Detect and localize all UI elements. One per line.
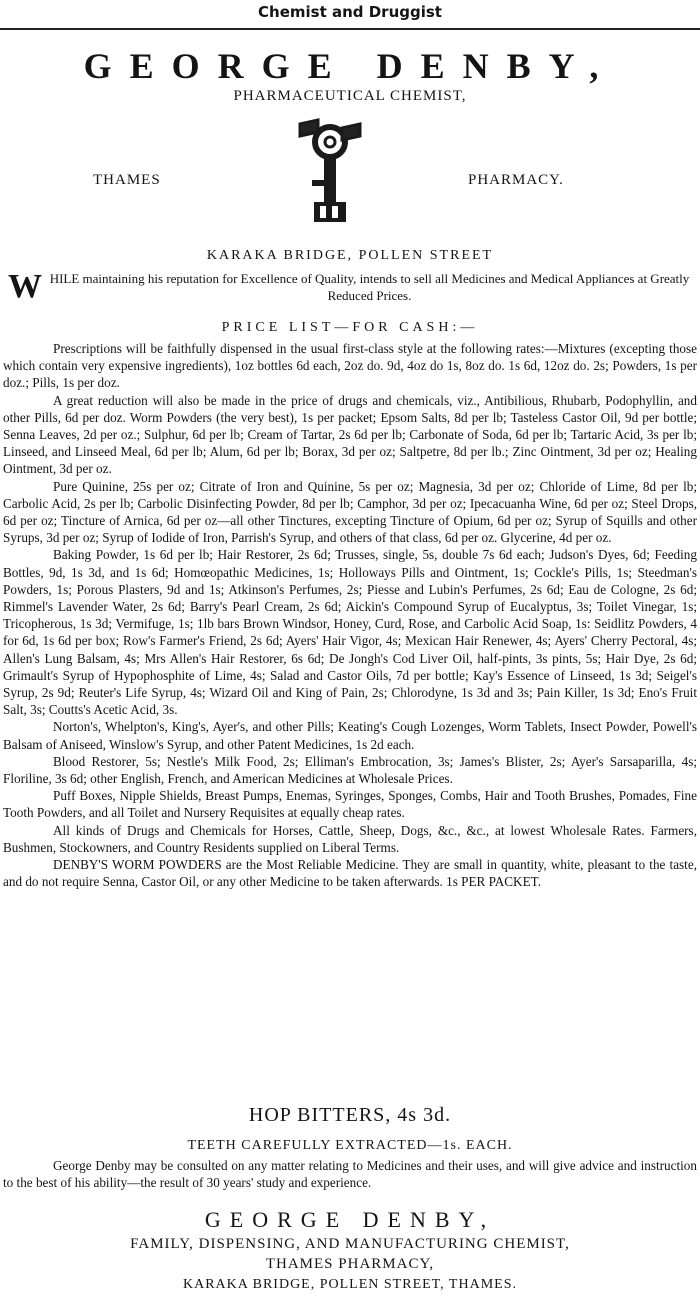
consult-paragraph: George Denby may be consulted on any matter relating to Medicines and their uses, and will give advice and instruction to the best of his ability—the result of 30 years' study and experience. [3,1158,697,1191]
paragraph-worm-powders: DENBY'S WORM POWDERS are the Most Reliable Medicine. They are small in quantity, white, pleasant to the taste, and do not require Senna, Castor Oil, or any other Medicine to be taken afterwards. 1s PER PACKET. [3,857,697,890]
advert-subtitle: PHARMACEUTICAL CHEMIST, [233,88,467,104]
footer-name: GEORGE DENBY, [204,1207,496,1232]
header-rule [0,28,700,30]
hop-bitters: HOP BITTERS, 4s 3d. [248,1104,452,1126]
advert-name: GEORGE DENBY, [83,46,617,86]
paragraph-blood-restorer: Blood Restorer, 5s; Nestle's Milk Food, 2s; Elliman's Embrocation, 3s; James's Blister, 2s; Ayer's Sarsaparilla, 4s; Floriline, 3s 6d; other English, French, and American Medicines at Wholesale Prices. [3,753,697,787]
intro-paragraph [8,270,692,304]
thames-label: THAMES [93,172,161,188]
section-header [0,0,700,28]
intro-text: HILE maintaining his reputation for Excellence of Quality, intends to sell all Medicines and Medical Appliances at Greatly Reduced Prices. [49,271,690,303]
footer-subtitle: FAMILY, DISPENSING, AND MANUFACTURING CHEMIST, [130,1236,570,1252]
key-icon [290,118,370,232]
paragraph-veterinary: All kinds of Drugs and Chemicals for Horses, Cattle, Sheep, Dogs, &c., &c., at lowest Wholesale Rates. Farmers, Bushmen, Stockowners, and Country Residents supplied on Liberal Terms. [3,822,697,855]
footer-address: KARAKA BRIDGE, POLLEN STREET, THAMES. [183,1277,517,1292]
footer-pharmacy: THAMES PHARMACY, [265,1256,435,1272]
paragraph-pills: Norton's, Whelpton's, King's, Ayer's, and other Pills; Keating's Cough Lozenges, Worm Tablets, Insect Powder, Powell's Balsam of Aniseed, Winslow's Syrup, and other Patent Medicines, 1s 2d each. [3,719,697,752]
dropcap: W [8,268,42,305]
paragraph-sundries: Baking Powder, 1s 6d per lb; Hair Restorer, 2s 6d; Trusses, single, 5s, double 7s 6d each; Judson's Dyes, 6d; Feeding Bottles, 9d, 1s 3d, and 1s 6d; Homœopathic Medicines, 1s; Holloways Pills and Ointment, 1s; Cockle's Pills, 1s; Steedman's Powders, 1s; Porous Plasters, 9d and 1s; Atkinson's Perfumes, 2s; Piesse and Lubin's Perfumes, 2s 6d; Eau de Cologne, 2s 6d; Rimmel's Lavender Water, 2s 6d; Barry's Pearl Cream, 2s 6d; Aickin's Compound Syrup of Eucalyptus, 3s; Toilet Vinegar, 1s; Tricopherous, 1s 3d; Vermifuge, 1s; 1lb bars Brown Windsor, Honey, Curd, Rose, and Carbolic Acid Soap, 1s: Seidlitz Powders, 4 for 6d, 1s 6d per box; Row's Farmer's Friend, 2s 6d; Ayers' Hair Vigor, 4s; Mexican Hair Renewer, 4s; Ayers' Cherry Pectoral, 4s; Allen's Lung Balsam, 4s; Mrs Allen's Hair Restorer, 6s 6d; De Jongh's Cod Liver Oil, half-pints, 3s pints, 5s; Hair Dye, 2s 6d; Grimault's Syrup of Hypophosphite of Lime, 4s; Salad and Castor Oils, 7d per bottle; Kay's Essence of Linseed, 1s 3d; Seigel's Syrup, 2s 9d; Reuter's Life Syrup, 4s; Wizard Oil and King of Pain, 2s; Chlorodyne, 1s 3d and 3s; Pain Killer, 1s 3d; Eno's Fruit Salt, 3s; Coutts's Acetic Acid, 3s. [3,547,697,718]
advert-address: KARAKA BRIDGE, POLLEN STREET [206,248,494,263]
paragraph-quinine: Pure Quinine, 25s per oz; Citrate of Iron and Quinine, 5s per oz; Magnesia, 3d per oz; Chloride of Lime, 8d per lb; Carbolic Acid, 2s per lb; Carbolic Disinfecting Powder, 8d per lb; Camphor, 3d per oz; Ipecacuanha Wine, 6d per oz; Steel Drops, 6d per oz; Tincture of Arnica, 6d per oz—all other Tinctures, excepting Tincture of Opium, 6d per oz; Syrup of Squills and other Syrups, 3d per oz; Syrup of Iodide of Iron, Parrish's Syrup, and others of that class, 6d per oz. Glycerine, 4d per oz. [3,478,697,546]
paragraph-prescriptions: Prescriptions will be faithfully dispensed in the usual first-class style at the following rates:—Mixtures (excepting those which contain very expensive ingredients), 1oz bottles 6d each, 2oz do. 9d, 4oz do 1s, 8oz do. 1s 6d, 12oz do. 2s; Powders, 1s per doz.; Pills, 1s per doz. [3,341,697,391]
teeth-extraction: TEETH CAREFULLY EXTRACTED—1s. EACH. [187,1138,513,1153]
paragraph-drugs: A great reduction will also be made in the price of drugs and chemicals, viz., Antibilious, Rhubarb, Podophyllin, and other Pills, 6d per doz. Worm Powders (the very best), 1s per packet; Epsom Salts, 8d per lb; Tasteless Castor Oil, 9d per bottle; Senna Leaves, 2d per oz.; Sulphur, 6d per lb; Cream of Tartar, 2s 6d per lb; Carbonate of Soda, 6d per lb; Tartaric Acid, 3s per lb; Linseed, and Linseed Meal, 6d per lb; Alum, 6d per lb; Borax, 3d per oz; Saltpetre, 8d per lb.; Zinc Ointment, 3d per oz; Healing Ointment, 3d per oz. [3,392,697,477]
pharmacy-label: PHARMACY. [468,172,564,188]
section-title: Chemist and Druggist [258,3,442,21]
price-list-body [3,340,697,891]
price-list-heading: PRICE LIST—FOR CASH:— [221,320,479,335]
paragraph-toilet: Puff Boxes, Nipple Shields, Breast Pumps, Enemas, Syringes, Sponges, Combs, Hair and Tooth Brushes, Pomades, Fine Tooth Powders, and all Toilet and Nursery Requisites at equally cheap rates. [3,788,697,821]
